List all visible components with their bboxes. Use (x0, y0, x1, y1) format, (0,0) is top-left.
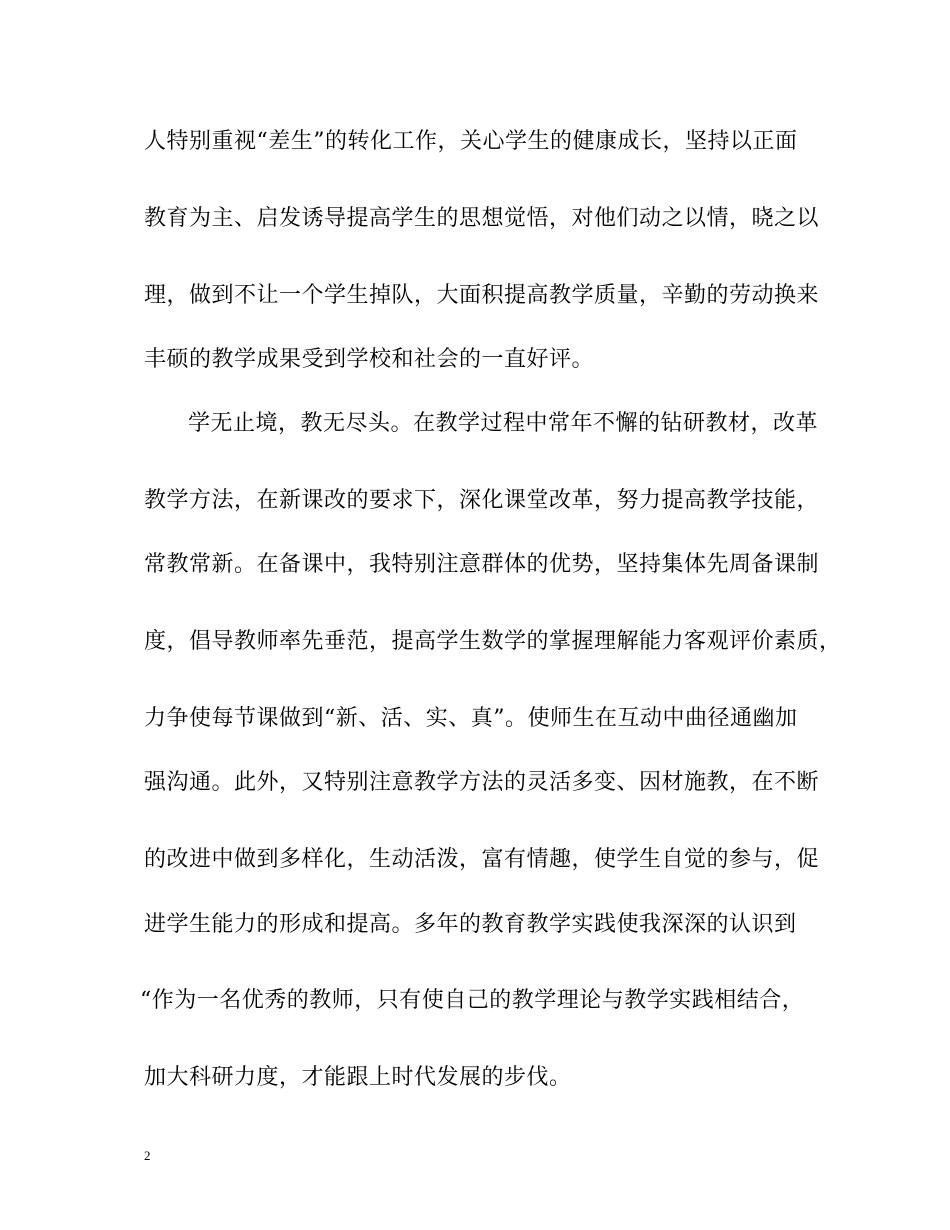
text-line: 教育为主、启发诱导提高学生的思想觉悟，对他们动之以情，晓之以 (144, 206, 820, 231)
text-line: 加大科研力度，才能跟上时代发展的步伐。 (144, 1065, 572, 1090)
page-number: 2 (144, 1148, 151, 1163)
text-line: 理，做到不让一个学生掉队，大面积提高教学质量，辛勤的劳动换来 (144, 283, 820, 308)
text-line: 人特别重视“差生”的转化工作，关心学生的健康成长，坚持以正面 (144, 129, 798, 154)
text-line: 强沟通。此外，又特别注意教学方法的灵活多变、因材施教，在不断 (144, 770, 820, 795)
text-line: 力争使每节课做到“新、活、实、真”。使师生在互动中曲径通幽加 (144, 706, 798, 731)
text-line: 进学生能力的形成和提高。多年的教育教学实践使我深深的认识到 (144, 912, 797, 937)
text-line: 教学方法，在新课改的要求下，深化课堂改革，努力提高教学技能， (144, 488, 820, 513)
text-line: 度，倡导教师率先垂范，提高学生数学的掌握理解能力客观评价素质， (144, 629, 842, 654)
text-line: 丰硕的教学成果受到学校和社会的一直好评。 (144, 347, 595, 372)
text-line: “作为一名优秀的教师，只有使自己的教学理论与教学实践相结合， (140, 988, 805, 1013)
text-line: 的改进中做到多样化，生动活泼，富有情趣，使学生自觉的参与，促 (144, 847, 820, 872)
paragraph-first-line: 学无止境，教无尽头。在教学过程中常年不懈的钻研教材，改革 (188, 411, 819, 436)
text-line: 常教常新。在备课中，我特别注意群体的优势，坚持集体先周备课制 (144, 552, 820, 577)
